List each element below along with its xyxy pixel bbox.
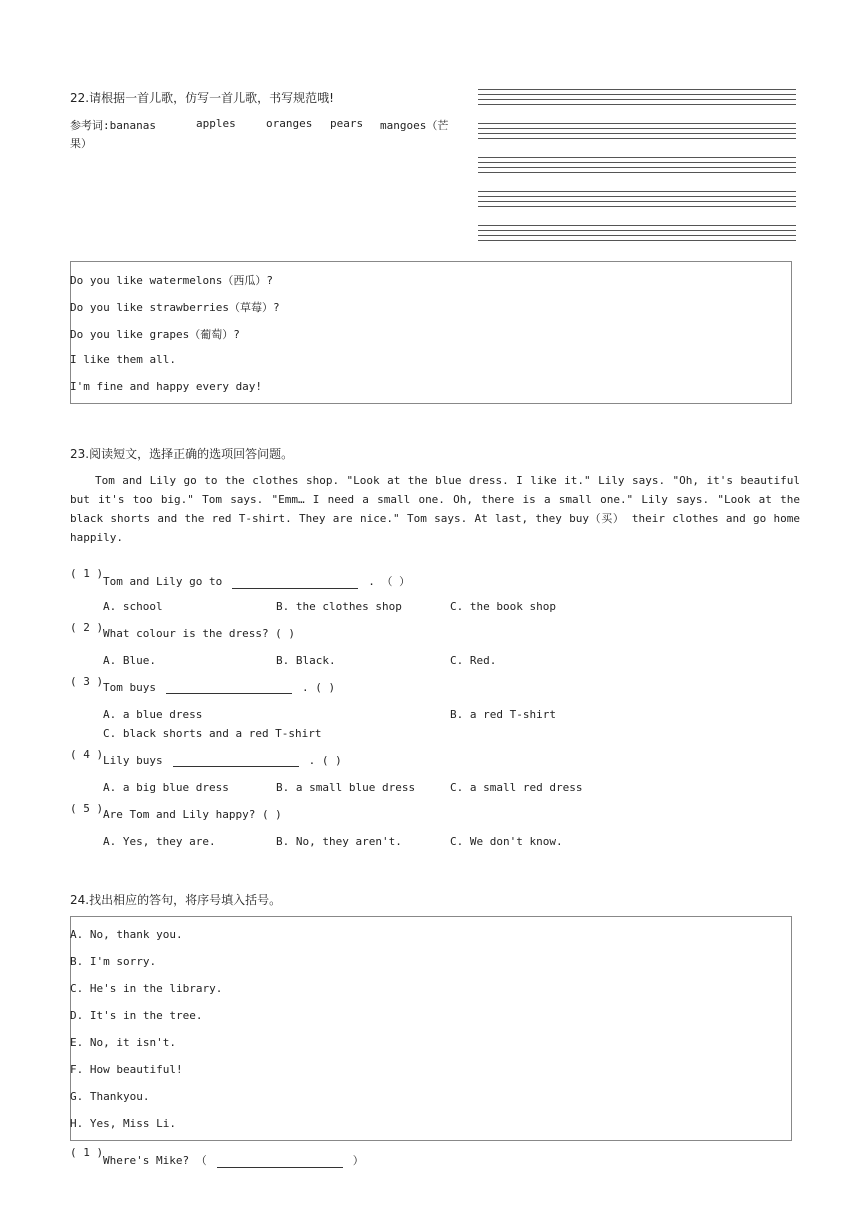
q24-title: 24.找出相应的答句，将序号填入括号。 [70, 893, 282, 907]
subquestion-number: ( 2 ) [70, 621, 104, 634]
answer-option: C. He's in the library. [70, 982, 223, 995]
q22-title: 22.请根据一首儿歌，仿写一首儿歌，书写规范哦! [70, 91, 334, 105]
subquestion-text: Where's Mike? （ ） [103, 1154, 364, 1167]
writing-lines[interactable] [478, 123, 796, 143]
answer-option: D. It's in the tree. [70, 1009, 203, 1022]
ref-label: 参考词: [70, 119, 110, 132]
answer-box [70, 916, 792, 1141]
subquestion-number: ( 1 ) [70, 567, 104, 580]
writing-lines[interactable] [478, 89, 796, 109]
subquestion-text: Tom buys . ( ) [103, 681, 336, 694]
q23-title: 23.阅读短文，选择正确的选项回答问题。 [70, 447, 294, 461]
subquestion-text: Are Tom and Lily happy? ( ) [103, 808, 282, 821]
subquestion-number: ( 3 ) [70, 675, 104, 688]
option[interactable]: B. Black. [276, 654, 336, 667]
option[interactable]: A. Blue. [103, 654, 156, 667]
writing-lines[interactable] [478, 225, 796, 245]
option[interactable]: C. Red. [450, 654, 497, 667]
reading-passage: Tom and Lily go to the clothes shop. "Look at the blue dress. I like it." Lily says. "Oh, it's beautiful but it's too big." Tom says. "Emm… I need a small one. Oh, there is a small one." Lily says. "Look at the black shorts and the red T-shirt. They are nice." Tom says. At last, they buy（买） their clothes and go home happily. [70, 474, 800, 544]
answer-option: H. Yes, Miss Li. [70, 1117, 176, 1130]
answer-option: B. I'm sorry. [70, 955, 157, 968]
subquestion-text: What colour is the dress? ( ) [103, 627, 296, 640]
answer-blank[interactable] [166, 681, 292, 694]
option[interactable]: B. a small blue dress [276, 781, 416, 794]
answer-option: G. Thankyou. [70, 1090, 150, 1103]
option[interactable]: A. Yes, they are. [103, 835, 216, 848]
writing-lines[interactable] [478, 157, 796, 177]
answer-blank[interactable] [217, 1155, 343, 1168]
ref-word: oranges [266, 117, 313, 130]
option[interactable]: B. the clothes shop [276, 600, 402, 613]
ref-word: mangoes（芒 [380, 119, 449, 132]
poem-line: I like them all. [70, 353, 176, 366]
answer-option: F. How beautiful! [70, 1063, 183, 1076]
poem-line: Do you like grapes（葡萄）? [70, 328, 240, 341]
subquestion-number: ( 1 ) [70, 1146, 104, 1159]
option[interactable]: C. a small red dress [450, 781, 583, 794]
ref-word: apples [196, 117, 236, 130]
ref-word-continued: 果） [70, 137, 92, 150]
option[interactable]: C. We don't know. [450, 835, 563, 848]
subquestion-text: Tom and Lily go to . （ ） [103, 575, 411, 588]
option[interactable]: A. school [103, 600, 163, 613]
poem-line: Do you like watermelons（西瓜）? [70, 274, 273, 287]
answer-option: E. No, it isn't. [70, 1036, 176, 1049]
ref-word: pears [330, 117, 364, 130]
q22-reference-words [70, 117, 156, 133]
option[interactable]: B. a red T-shirt [450, 708, 556, 721]
answer-option: A. No, thank you. [70, 928, 183, 941]
writing-lines[interactable] [478, 191, 796, 211]
option[interactable]: A. a big blue dress [103, 781, 229, 794]
answer-blank[interactable] [173, 754, 299, 767]
subquestion-number: ( 5 ) [70, 802, 104, 815]
poem-line: I'm fine and happy every day! [70, 380, 263, 393]
subquestion-number: ( 4 ) [70, 748, 104, 761]
option[interactable]: A. a blue dress [103, 708, 203, 721]
ref-word: bananas [109, 119, 156, 132]
answer-blank[interactable] [232, 576, 358, 589]
subquestion-text: Lily buys . ( ) [103, 754, 342, 767]
option[interactable]: C. black shorts and a red T-shirt [103, 727, 322, 740]
option[interactable]: B. No, they aren't. [276, 835, 402, 848]
poem-line: Do you like strawberries（草莓）? [70, 301, 280, 314]
option[interactable]: C. the book shop [450, 600, 556, 613]
